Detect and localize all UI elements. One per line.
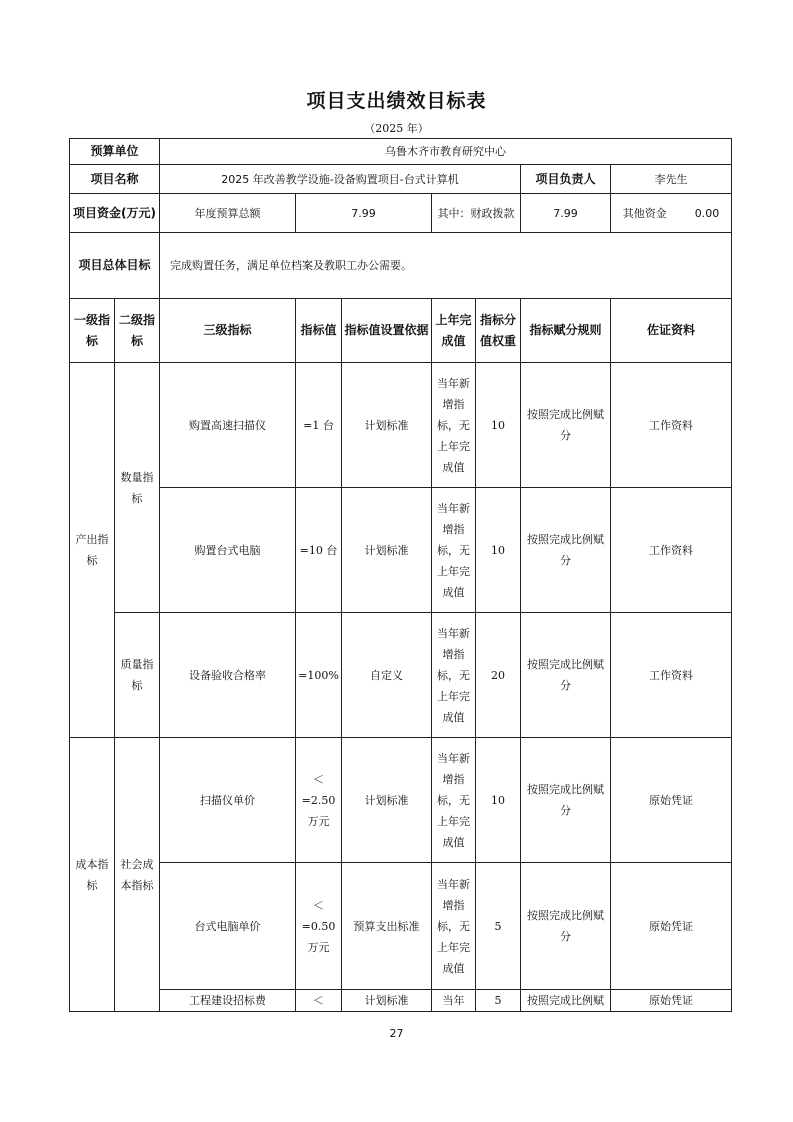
group-output: 产出指标 <box>70 363 115 738</box>
row-rule: 按照完成比例赋分 <box>521 363 611 488</box>
row-weight: 5 <box>476 990 521 1012</box>
annual-total-label: 年度预算总额 <box>160 194 296 233</box>
row-weight: 10 <box>476 363 521 488</box>
row-evidence: 原始凭证 <box>611 990 732 1012</box>
col-level2: 二级指标 <box>115 299 160 363</box>
row-last-year: 当年新增指标，无上年完成值 <box>432 488 476 613</box>
row-basis: 计划标准 <box>342 488 432 613</box>
row-basis: 计划标准 <box>342 990 432 1012</box>
table-row <box>70 613 732 738</box>
col-value: 指标值 <box>296 299 342 363</box>
col-rule: 指标赋分规则 <box>521 299 611 363</box>
project-name-label: 项目名称 <box>70 165 160 194</box>
row-value: ＜ <box>296 990 342 1012</box>
row-basis: 计划标准 <box>342 363 432 488</box>
fiscal-value: 7.99 <box>521 194 611 233</box>
overall-goal-value: 完成购置任务，满足单位档案及教职工办公需要。 <box>160 233 732 299</box>
group-cost: 成本指标 <box>70 738 115 1012</box>
page-title: 项目支出绩效目标表 <box>306 90 487 112</box>
row-value: =1 台 <box>296 363 342 488</box>
group-quantity: 数量指标 <box>115 363 160 613</box>
overall-goal-label: 项目总体目标 <box>70 233 160 299</box>
col-basis: 指标值设置依据 <box>342 299 432 363</box>
project-funds-label: 项目资金(万元) <box>70 194 160 233</box>
row-weight: 5 <box>476 863 521 990</box>
row-name: 购置台式电脑 <box>160 488 296 613</box>
col-evidence: 佐证资料 <box>611 299 732 363</box>
row-last-year: 当年新增指标，无上年完成值 <box>432 738 476 863</box>
row-value: ＜=0.50 万元 <box>296 863 342 990</box>
row-weight: 10 <box>476 488 521 613</box>
table-row <box>70 363 732 488</box>
row-weight: 20 <box>476 613 521 738</box>
group-quality: 质量指标 <box>115 613 160 738</box>
col-last-year: 上年完成值 <box>432 299 476 363</box>
row-rule: 按照完成比例赋 <box>521 990 611 1012</box>
table-row <box>70 990 732 1012</box>
row-name: 购置高速扫描仪 <box>160 363 296 488</box>
project-leader-value: 李先生 <box>611 165 732 194</box>
group-social-cost: 社会成本指标 <box>115 738 160 1012</box>
project-leader-label: 项目负责人 <box>521 165 611 194</box>
row-value: =100% <box>296 613 342 738</box>
other-funds-value: 0.00 <box>694 206 720 220</box>
other-funds-label: 其他资金 <box>622 206 667 220</box>
other-funds-cell <box>611 194 732 233</box>
annual-total-value: 7.99 <box>296 194 432 233</box>
table-row <box>70 863 732 990</box>
row-name: 台式电脑单价 <box>160 863 296 990</box>
row-last-year: 当年新增指标，无上年完成值 <box>432 363 476 488</box>
col-level1: 一级指标 <box>70 299 115 363</box>
budget-unit-label: 预算单位 <box>70 139 160 165</box>
year-caption: （2025 年） <box>364 122 429 135</box>
row-evidence: 工作资料 <box>611 363 732 488</box>
row-basis: 计划标准 <box>342 738 432 863</box>
col-weight: 指标分值权重 <box>476 299 521 363</box>
row-rule: 按照完成比例赋分 <box>521 488 611 613</box>
table-row <box>70 738 732 863</box>
row-evidence: 原始凭证 <box>611 738 732 863</box>
project-name-value: 2025 年改善教学设施-设备购置项目-台式计算机 <box>160 165 521 194</box>
budget-unit-value: 乌鲁木齐市教育研究中心 <box>160 139 732 165</box>
row-rule: 按照完成比例赋分 <box>521 863 611 990</box>
row-last-year: 当年新增指标，无上年完成值 <box>432 613 476 738</box>
row-value: =10 台 <box>296 488 342 613</box>
row-last-year: 当年 <box>432 990 476 1012</box>
row-evidence: 原始凭证 <box>611 863 732 990</box>
performance-table <box>69 138 732 1012</box>
row-value: ＜=2.50 万元 <box>296 738 342 863</box>
col-level3: 三级指标 <box>160 299 296 363</box>
row-rule: 按照完成比例赋分 <box>521 613 611 738</box>
page-number: 27 <box>389 1027 404 1040</box>
row-evidence: 工作资料 <box>611 488 732 613</box>
row-name: 工程建设招标费 <box>160 990 296 1012</box>
row-name: 扫描仪单价 <box>160 738 296 863</box>
row-rule: 按照完成比例赋分 <box>521 738 611 863</box>
row-basis: 预算支出标准 <box>342 863 432 990</box>
row-last-year: 当年新增指标，无上年完成值 <box>432 863 476 990</box>
row-weight: 10 <box>476 738 521 863</box>
row-basis: 自定义 <box>342 613 432 738</box>
fiscal-label: 其中：财政拨款 <box>432 194 521 233</box>
row-evidence: 工作资料 <box>611 613 732 738</box>
row-name: 设备验收合格率 <box>160 613 296 738</box>
table-row <box>70 488 732 613</box>
